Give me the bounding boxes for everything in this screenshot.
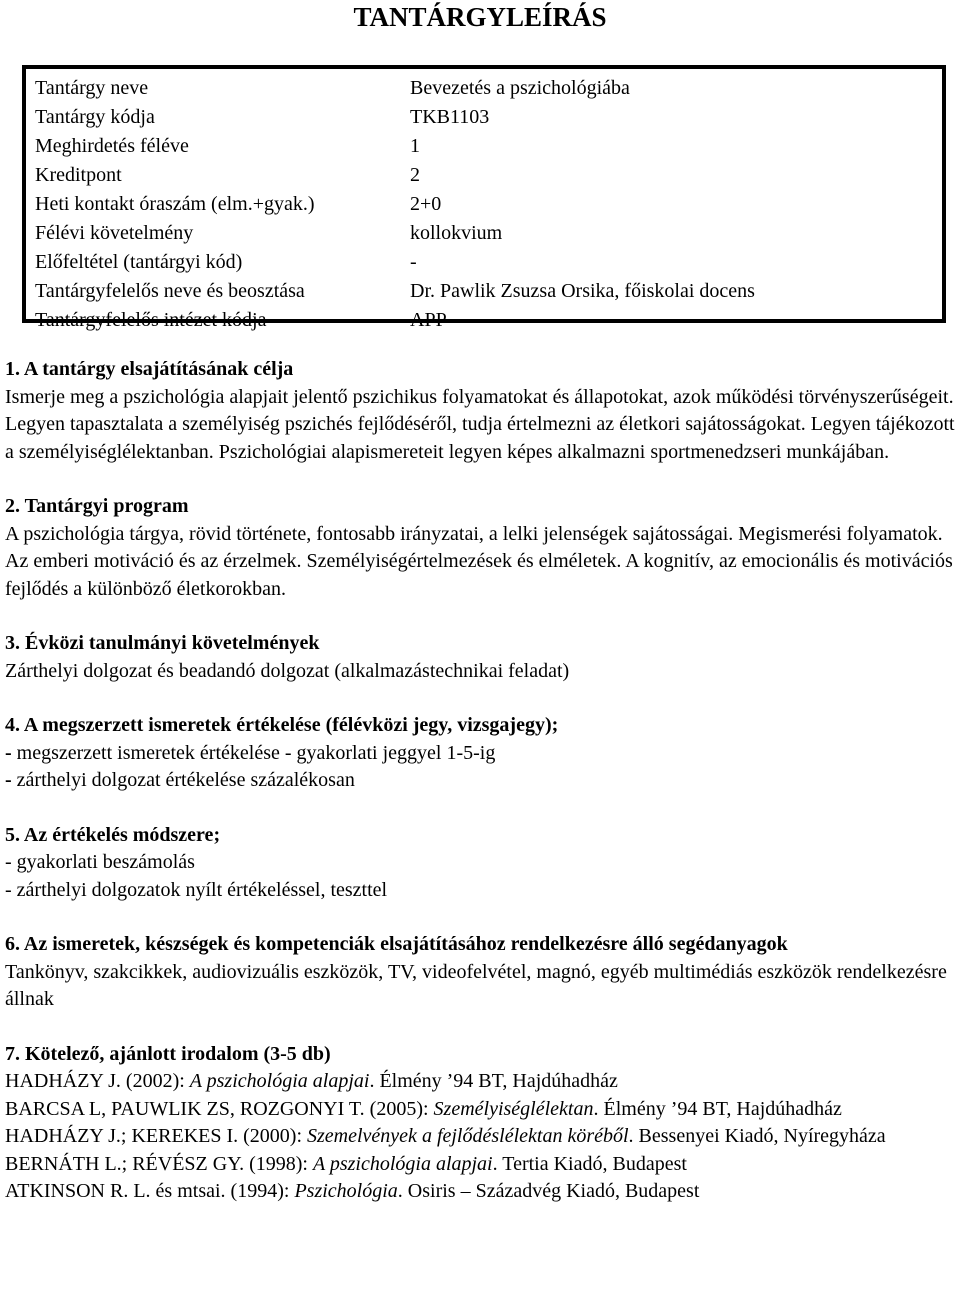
info-row bbox=[35, 248, 942, 277]
section-literature bbox=[5, 1041, 955, 1206]
section-text: Tankönyv, szakcikkek, audiovizuális eszközök, TV, videofelvétel, magnó, egyéb multimédiás eszközök rendelkezésre állnak bbox=[5, 960, 947, 1010]
info-label: Tantárgyfelelős intézet kódja bbox=[35, 309, 267, 331]
list-item bbox=[5, 740, 955, 768]
info-label: Tantárgy neve bbox=[35, 77, 149, 99]
reference-title: A pszichológia alapjai bbox=[312, 1152, 493, 1175]
info-row bbox=[35, 132, 942, 161]
section-heading: 1. A tantárgy elsajátításának célja bbox=[5, 358, 294, 380]
reference-item bbox=[5, 1123, 955, 1151]
reference-item bbox=[5, 1151, 955, 1179]
list-item: - gyakorlati beszámolás bbox=[5, 851, 195, 873]
document-body bbox=[5, 356, 955, 1233]
reference-title: Személyiséglélektan bbox=[433, 1097, 594, 1120]
course-info-table bbox=[22, 65, 946, 331]
info-value: APP bbox=[410, 309, 447, 331]
info-label: Tantárgy kódja bbox=[35, 106, 155, 128]
section-text: A pszichológia tárgya, rövid története, fontosabb irányzatai, a lelki jelenségek sajátosságai. Megismerési folyamatok. Az emberi motiváció és az érzelmek. Személyiségértelmezések és elméletek. A kognitív, az emocionális és motivációs fejlődés a különböző életkorokban. bbox=[5, 522, 953, 600]
info-value: 2 bbox=[410, 164, 420, 186]
section-heading: 2. Tantárgyi program bbox=[5, 495, 189, 517]
reference-publisher: . Tertia Kiadó, Budapest bbox=[492, 1152, 687, 1175]
info-value: 1 bbox=[410, 135, 420, 157]
section-requirements bbox=[5, 630, 955, 685]
info-row bbox=[35, 190, 942, 219]
info-value: - bbox=[410, 251, 417, 273]
reference-item bbox=[5, 1068, 955, 1096]
reference-title: Pszichológia bbox=[294, 1180, 398, 1202]
reference-publisher: . Élmény ’94 BT, Hajdúhadház bbox=[593, 1097, 842, 1120]
list-item-text: megszerzett ismeretek értékelése - gyakorlati jeggyel 1-5-ig bbox=[11, 741, 496, 764]
info-row bbox=[35, 74, 942, 103]
info-row bbox=[35, 161, 942, 190]
info-value: TKB1103 bbox=[410, 106, 490, 128]
reference-item bbox=[5, 1178, 955, 1206]
list-dash: - bbox=[5, 769, 12, 791]
list-item-text: zárthelyi dolgozat értékelése százalékosan bbox=[11, 769, 355, 791]
reference-author: BARCSA L, PAUWLIK ZS, ROZGONYI T. (2005): bbox=[5, 1097, 434, 1120]
section-evaluation bbox=[5, 712, 955, 795]
section-text: Ismerje meg a pszichológia alapjait jelentő pszichikus folyamatokat és állapotokat, azok működési törvényszerűségeit. Legyen tapasztalata a személyiség pszichés fejlődéséről, tudja értelmezni az életkori sajátosságokat. Legyen tájékozott a személyiséglélektanban. Pszichológiai alapismereteit legyen képes alkalmazni sportmenedzseri munkájában. bbox=[5, 385, 955, 463]
info-label: Félévi követelmény bbox=[35, 222, 194, 244]
list-dash: - bbox=[5, 741, 12, 764]
section-goal bbox=[5, 356, 955, 466]
info-label: Heti kontakt óraszám (elm.+gyak.) bbox=[35, 193, 315, 215]
info-value: 2+0 bbox=[410, 193, 442, 215]
section-program bbox=[5, 493, 955, 603]
info-label: Kreditpont bbox=[35, 164, 122, 186]
info-label: Meghirdetés féléve bbox=[35, 135, 189, 157]
reference-author: ATKINSON R. L. és mtsai. (1994): bbox=[5, 1180, 295, 1202]
list-item bbox=[5, 767, 955, 795]
section-text: Zárthelyi dolgozat és beadandó dolgozat (alkalmazástechnikai feladat) bbox=[5, 659, 570, 682]
section-heading: 6. Az ismeretek, készségek és kompetenciák elsajátításához rendelkezésre álló segédanyagok bbox=[5, 933, 788, 955]
info-value: Bevezetés a pszichológiába bbox=[410, 77, 630, 99]
list-item: - zárthelyi dolgozatok nyílt értékeléssel, teszttel bbox=[5, 878, 388, 901]
section-method bbox=[5, 822, 955, 905]
reference-title: A pszichológia alapjai bbox=[189, 1070, 370, 1092]
info-label: Előfeltétel (tantárgyi kód) bbox=[35, 251, 243, 273]
reference-item bbox=[5, 1096, 955, 1124]
document-title: TANTÁRGYLEÍRÁS bbox=[353, 2, 607, 32]
reference-author: BERNÁTH L.; RÉVÉSZ GY. (1998): bbox=[5, 1152, 313, 1175]
info-row bbox=[35, 277, 942, 306]
reference-publisher: . Osiris – Századvég Kiadó, Budapest bbox=[397, 1180, 700, 1202]
info-value: kollokvium bbox=[410, 222, 503, 244]
section-heading: 3. Évközi tanulmányi követelmények bbox=[5, 632, 320, 654]
section-heading: 4. A megszerzett ismeretek értékelése (félévközi jegy, vizsgajegy); bbox=[5, 714, 559, 736]
reference-author: HADHÁZY J. (2002): bbox=[5, 1070, 190, 1092]
reference-publisher: . Bessenyei Kiadó, Nyíregyháza bbox=[628, 1125, 886, 1147]
reference-author: HADHÁZY J.; KEREKES I. (2000): bbox=[5, 1125, 308, 1147]
section-heading: 7. Kötelező, ajánlott irodalom (3-5 db) bbox=[5, 1042, 331, 1065]
info-value: Dr. Pawlik Zsuzsa Orsika, főiskolai docens bbox=[410, 280, 755, 302]
section-materials bbox=[5, 931, 955, 1014]
reference-title: Szemelvények a fejlődéslélektan köréből bbox=[307, 1125, 629, 1147]
info-row bbox=[35, 103, 942, 132]
info-row bbox=[35, 306, 942, 335]
info-row bbox=[35, 219, 942, 248]
section-heading: 5. Az értékelés módszere; bbox=[5, 823, 221, 846]
info-label: Tantárgyfelelős neve és beosztása bbox=[35, 280, 305, 302]
reference-publisher: . Élmény ’94 BT, Hajdúhadház bbox=[369, 1070, 618, 1092]
